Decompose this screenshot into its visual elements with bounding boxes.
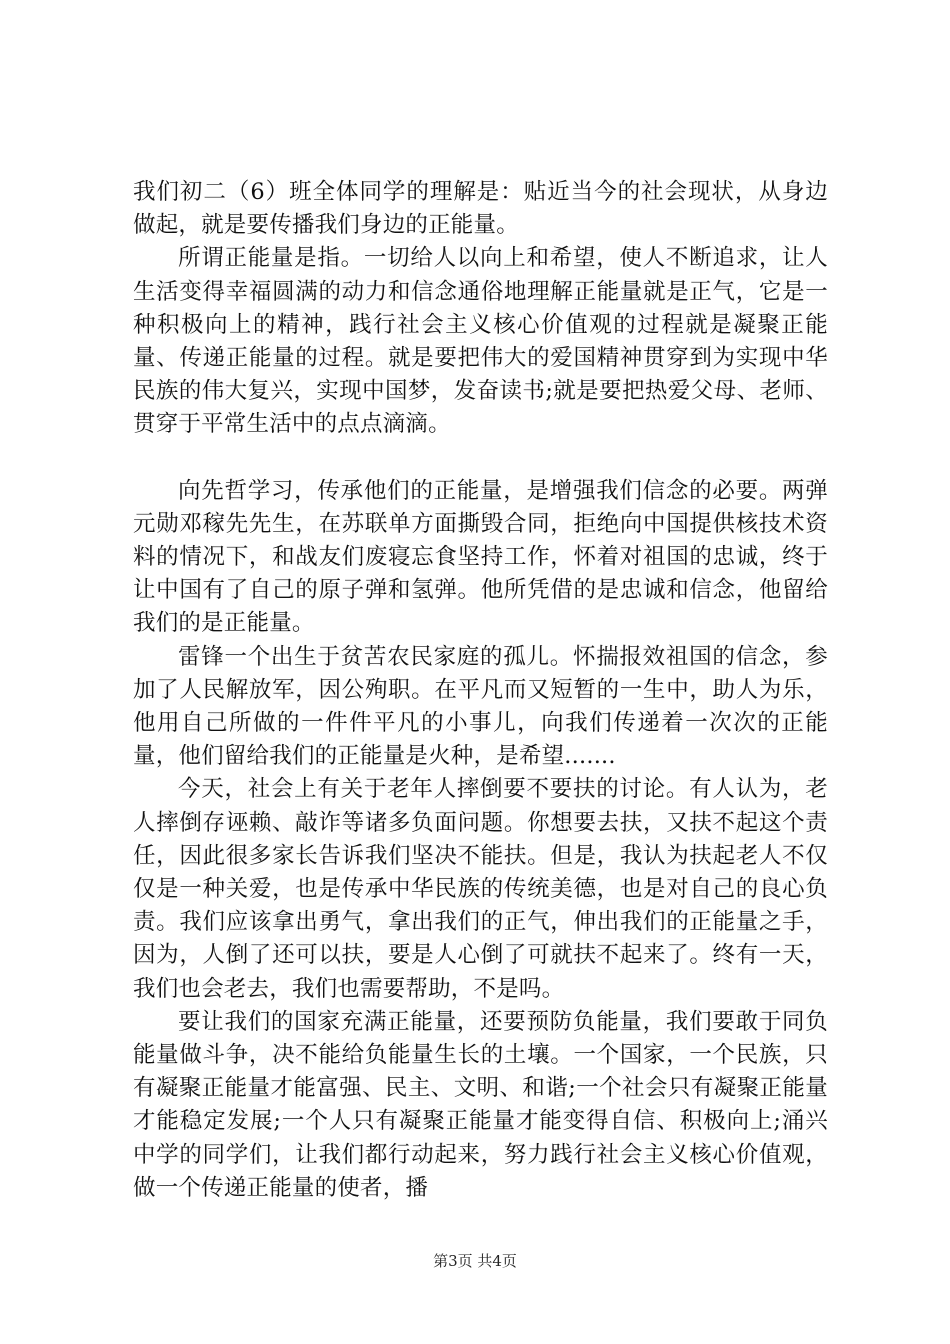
document-body <box>133 176 828 1205</box>
paragraph-learn-from-sages: 向先哲学习，传承他们的正能量，是增强我们信念的必要。两弹元勋邓稼先先生，在苏联单方面撕毁合同，拒绝向中国提供核技术资料的情况下，和战友们废寝忘食坚持工作，怀着对祖国的忠诚，终于让中国有了自己的原子弹和氢弹。他所凭借的是忠诚和信念，他留给我们的是正能量。 <box>133 477 828 637</box>
paragraph-positive-energy-definition: 所谓正能量是指。一切给人以向上和希望，使人不断追求，让人生活变得幸福圆满的动力和信念通俗地理解正能量就是正气，它是一种积极向上的精神，践行社会主义核心价值观的过程就是凝聚正能量、传递正能量的过程。就是要把伟大的爱国精神贯穿到为实现中华民族的伟大复兴，实现中国梦，发奋读书;就是要把热爱父母、老师、贯穿于平常生活中的点点滴滴。 <box>133 245 828 438</box>
page-number-footer: 第3页 共4页 <box>433 1252 517 1270</box>
paragraph-lei-feng: 雷锋一个出生于贫苦农民家庭的孤儿。怀揣报效祖国的信念，参加了人民解放军，因公殉职。在平凡而又短暂的一生中，助人为乐，他用自己所做的一件件平凡的小事儿，向我们传递着一次次的正能量，他们留给我们的正能量是火种，是希望....... <box>133 643 828 770</box>
paragraph-helping-elderly: 今天，社会上有关于老年人摔倒要不要扶的讨论。有人认为，老人摔倒存诬赖、敲诈等诸多负面问题。你想要去扶，又扶不起这个责任，因此很多家长告诉我们坚决不能扶。但是，我认为扶起老人不仅仅是一种关爱，也是传承中华民族的传统美德，也是对自己的良心负责。我们应该拿出勇气，拿出我们的正气，伸出我们的正能量之手，因为，人倒了还可以扶，要是人心倒了可就扶不起来了。终有一天，我们也会老去，我们也需要帮助，不是吗。 <box>133 776 828 1002</box>
paragraph-class-understanding: 我们初二（6）班全体同学的理解是：贴近当今的社会现状，从身边做起，就是要传播我们身边的正能量。 <box>133 179 828 239</box>
paragraph-fight-negative-energy: 要让我们的国家充满正能量，还要预防负能量，我们要敢于同负能量做斗争，决不能给负能量生长的土壤。一个国家，一个民族，只有凝聚正能量才能富强、民主、文明、和谐;一个社会只有凝聚正能量才能稳定发展;一个人只有凝聚正能量才能变得自信、积极向上;涌兴中学的同学们，让我们都行动起来，努力践行社会主义核心价值观，做一个传递正能量的使者，播 <box>133 1008 828 1201</box>
